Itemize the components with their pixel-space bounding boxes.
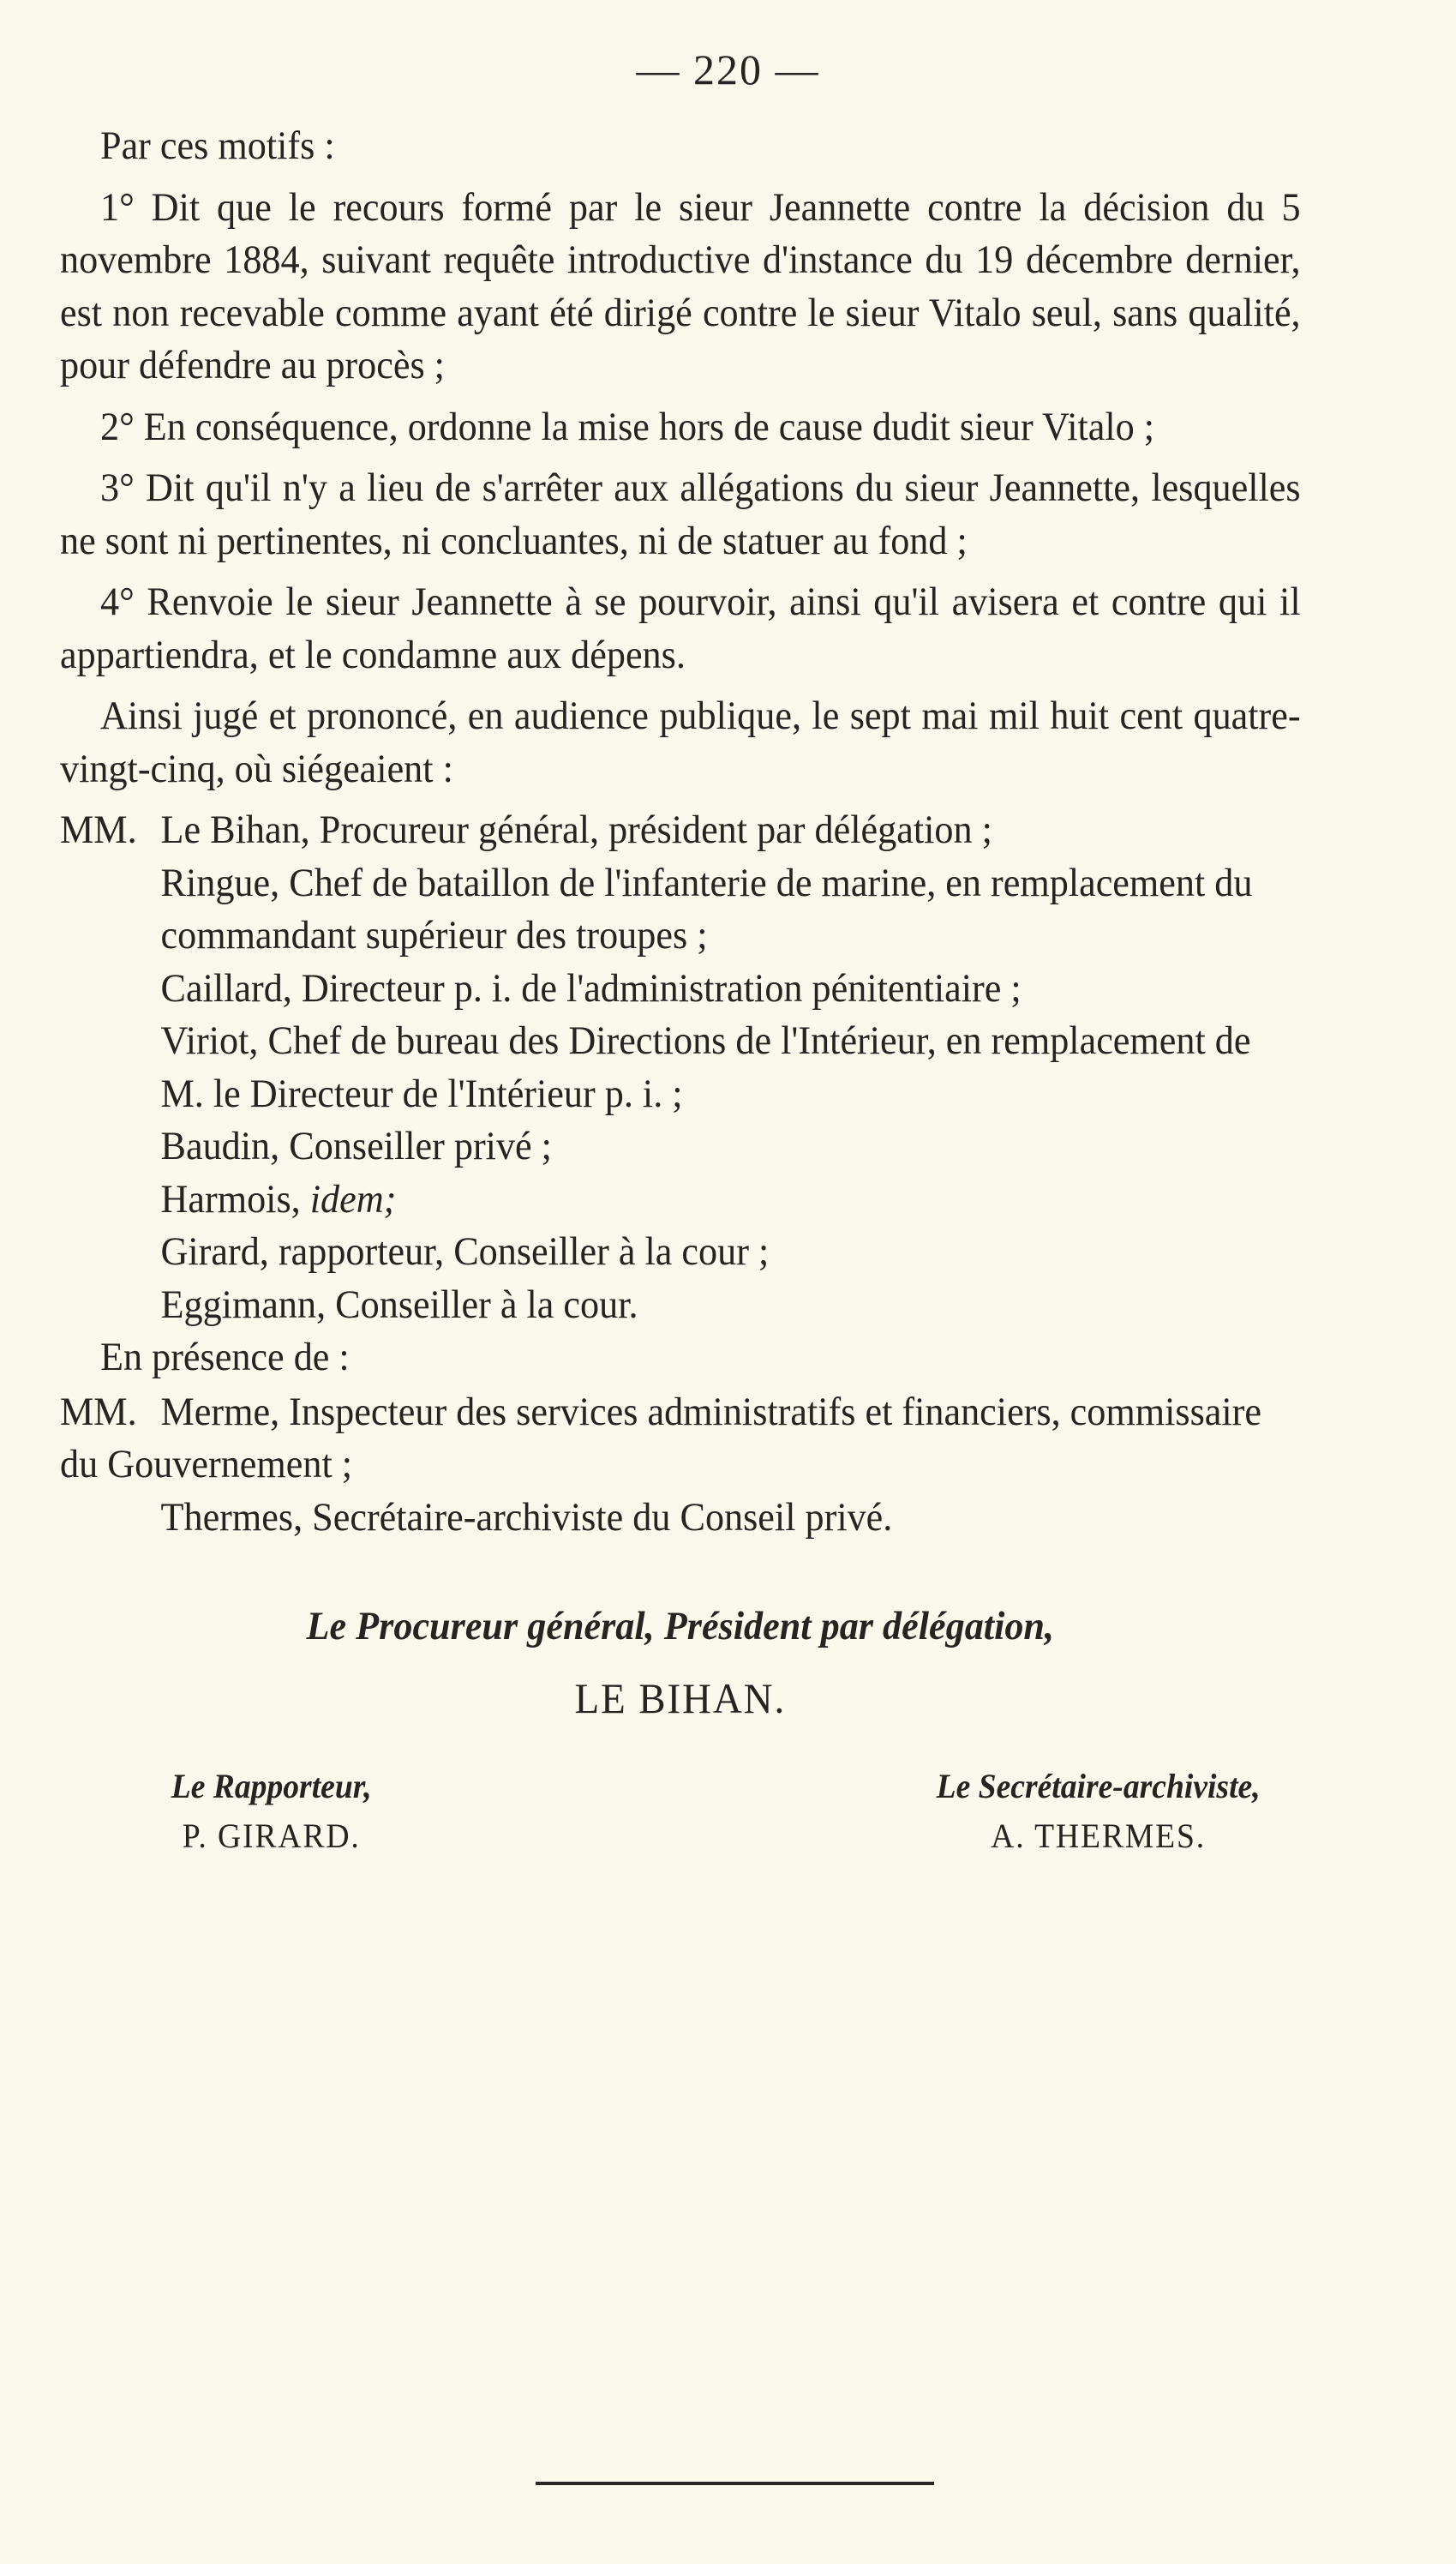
member-role: rapporteur, Conseiller à la cour ; [278,1229,770,1274]
member-entry [60,1279,1301,1332]
member-name: Harmois, [160,1176,301,1222]
secretary-role: Le Secrétaire-archiviste, [936,1767,1261,1805]
presence-entry [60,1492,1301,1545]
secretary-name: A. THERMES. [991,1816,1207,1855]
member-entry [60,857,1301,963]
signature-row [60,1762,1301,1862]
member-entry [60,1226,1301,1279]
member-role: Directeur p. i. de l'administration pénitentiaire ; [301,965,1022,1011]
intro-line: Par ces motifs : [100,123,335,168]
article-4: 4° Renvoie le sieur Jeannette à se pourvoir, ainsi qu'il avisera et contre qui il appartiendra, et le condamne aux dépens. [60,579,1301,677]
member-name: Viriot, [160,1018,259,1063]
presence-role: Secrétaire-archiviste du Conseil privé. [312,1494,893,1540]
article-1: 1° Dit que le recours formé par le sieur Jeannette contre la décision du 5 novembre 1884, suivant requête introductive d'instance du 19 décembre dernier, est non recevable comme ayant été dirigé contre le sieur Vitalo seul, sans qualité, pour défendre au procès ; [60,184,1301,387]
presence-label: En présence de : [100,1335,350,1379]
member-role: Chef de bureau des Directions de l'Intérieur, en remplacement de M. le Directeur de l'Intérieur p. i. ; [160,1018,1251,1116]
page-number: — 220 — [636,45,820,93]
members-prefix: MM. [60,808,137,852]
rapporteur-role: Le Rapporteur, [171,1767,372,1805]
member-entry [60,963,1301,1016]
member-entry [60,804,1301,857]
member-name: Ringue, [160,860,280,905]
member-name: Le Bihan, [160,808,310,852]
article-2: 2° En conséquence, ordonne la mise hors de cause dudit sieur Vitalo ; [100,404,1155,449]
member-name: Girard, [160,1229,269,1274]
closing-rule [536,2482,934,2485]
member-name: Baudin, [160,1124,280,1168]
members-list [60,804,1301,1331]
member-name: Caillard, [160,965,292,1011]
judgment-paragraph: Ainsi jugé et prononcé, en audience publique, le sept mai mil huit cent quatre-vingt-cinq, où siégeaient : [60,694,1301,791]
member-role: Conseiller à la cour. [335,1282,638,1327]
signature-left [171,1762,372,1862]
signature-title: Le Procureur général, Président par délégation, [306,1604,1055,1648]
member-role: Conseiller privé ; [289,1124,552,1168]
presence-list [60,1386,1301,1545]
article-3: 3° Dit qu'il n'y a lieu de s'arrêter aux allégations du sieur Jeannette, lesquelles ne sont ni pertinentes, ni concluantes, ni de statuer au fond ; [60,465,1301,563]
presence-name: Merme, [160,1389,280,1434]
presence-entry [60,1386,1301,1492]
presence-name: Thermes, [160,1494,303,1540]
presence-role: Inspecteur des services administratifs et financiers, commissaire du Gouvernement ; [60,1389,1261,1486]
document-body [60,120,1301,1862]
member-entry [60,1120,1301,1174]
member-role: idem; [309,1176,397,1222]
signature-name: LE BIHAN. [574,1673,787,1722]
rapporteur-name: P. GIRARD. [182,1816,361,1855]
member-entry [60,1174,1301,1227]
member-role: Chef de bataillon de l'infanterie de marine, en remplacement du commandant supérieur des troupes ; [160,860,1253,958]
member-entry [60,1015,1301,1120]
signature-right [937,1762,1261,1862]
member-role: Procureur général, président par délégation ; [319,808,992,852]
presence-prefix: MM. [60,1389,137,1434]
member-name: Eggimann, [160,1282,327,1327]
